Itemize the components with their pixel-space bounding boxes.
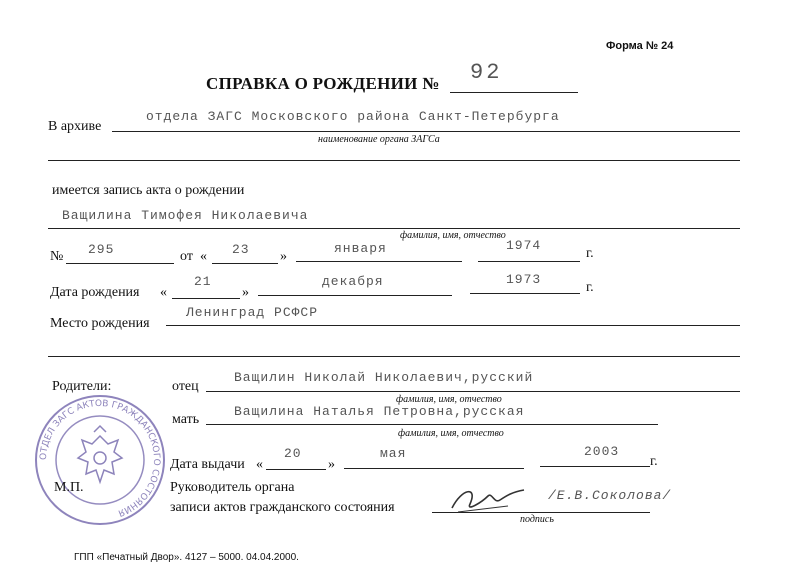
record-month: января bbox=[334, 241, 387, 256]
eagle-emblem-icon bbox=[78, 426, 122, 482]
official-stamp bbox=[32, 392, 168, 528]
archive-label: В архиве bbox=[48, 119, 102, 134]
birth-quote-open: « bbox=[160, 285, 167, 300]
issue-month: мая bbox=[380, 446, 407, 461]
record-number-line bbox=[66, 263, 174, 264]
birth-month: декабря bbox=[322, 274, 384, 289]
mother-label: мать bbox=[172, 412, 200, 427]
issue-year: 2003 bbox=[584, 444, 620, 459]
record-day-line bbox=[212, 263, 278, 264]
issue-quote-close: » bbox=[328, 457, 335, 472]
record-number: 295 bbox=[88, 242, 115, 257]
birth-year-suffix: г. bbox=[586, 280, 594, 295]
birth-year: 1973 bbox=[506, 272, 542, 287]
record-label: имеется запись акта о рождении bbox=[52, 183, 245, 198]
mother-value: Ващилина Наталья Петровна,русская bbox=[234, 404, 525, 419]
issue-month-line bbox=[344, 468, 524, 469]
record-year: 1974 bbox=[506, 238, 542, 253]
birth-place-line-2 bbox=[48, 356, 740, 357]
father-line bbox=[206, 391, 740, 392]
birth-place-value: Ленинград РСФСР bbox=[186, 305, 319, 320]
mother-caption: фамилия, имя, отчество bbox=[398, 428, 504, 439]
record-name: Ващилина Тимофея Николаевича bbox=[62, 208, 309, 223]
issue-quote-open: « bbox=[256, 457, 263, 472]
record-year-line bbox=[478, 261, 580, 262]
seal-label: М.П. bbox=[54, 480, 84, 495]
head-line-1: Руководитель органа bbox=[170, 480, 295, 495]
birth-year-line bbox=[470, 293, 580, 294]
birth-date-label: Дата рождения bbox=[50, 285, 140, 300]
issue-day-line bbox=[266, 469, 326, 470]
birth-month-line bbox=[258, 295, 452, 296]
birth-place-line bbox=[166, 325, 740, 326]
birth-quote-close: » bbox=[242, 285, 249, 300]
record-name-line bbox=[48, 228, 740, 229]
document-title: СПРАВКА О РОЖДЕНИИ № bbox=[206, 74, 440, 93]
printer-footer: ГПП «Печатный Двор». 4127 – 5000. 04.04.2000. bbox=[74, 552, 299, 563]
archive-line-2 bbox=[48, 160, 740, 161]
archive-line bbox=[112, 131, 740, 132]
birth-day: 21 bbox=[194, 274, 212, 289]
stamp-outer-text: ОТДЕЛ ЗАГС АКТОВ ГРАЖДАНСКОГО СОСТОЯНИЯ bbox=[38, 398, 162, 518]
cert-number: 92 bbox=[470, 60, 503, 85]
record-from-label: от bbox=[180, 249, 193, 264]
form-number: Форма № 24 bbox=[606, 40, 674, 52]
father-value: Ващилин Николай Николаевич,русский bbox=[234, 370, 534, 385]
archive-value: отдела ЗАГС Московского района Санкт-Петербурга bbox=[146, 109, 560, 124]
record-month-line bbox=[296, 261, 462, 262]
record-name-caption: фамилия, имя, отчество bbox=[400, 230, 506, 241]
birth-place-label: Место рождения bbox=[50, 316, 150, 331]
signature-caption: подпись bbox=[520, 514, 554, 525]
cert-number-line bbox=[450, 92, 578, 93]
record-number-label: № bbox=[50, 249, 64, 264]
parents-label: Родители: bbox=[52, 379, 112, 394]
head-line-2: записи актов гражданского состояния bbox=[170, 500, 395, 515]
record-year-suffix: г. bbox=[586, 246, 594, 261]
signer-name: /Е.В.Соколова/ bbox=[548, 488, 672, 503]
issue-year-suffix: г. bbox=[650, 454, 658, 469]
issue-label: Дата выдачи bbox=[170, 457, 245, 472]
mother-line bbox=[206, 424, 658, 425]
issue-day: 20 bbox=[284, 446, 302, 461]
father-label: отец bbox=[172, 379, 199, 394]
record-day: 23 bbox=[232, 242, 250, 257]
record-quote-close: » bbox=[280, 249, 287, 264]
birth-day-line bbox=[172, 298, 240, 299]
father-caption: фамилия, имя, отчество bbox=[396, 394, 502, 405]
handwritten-signature-icon bbox=[448, 482, 528, 518]
record-quote-open: « bbox=[200, 249, 207, 264]
archive-caption: наименование органа ЗАГСа bbox=[318, 134, 440, 145]
issue-year-line bbox=[540, 466, 650, 467]
